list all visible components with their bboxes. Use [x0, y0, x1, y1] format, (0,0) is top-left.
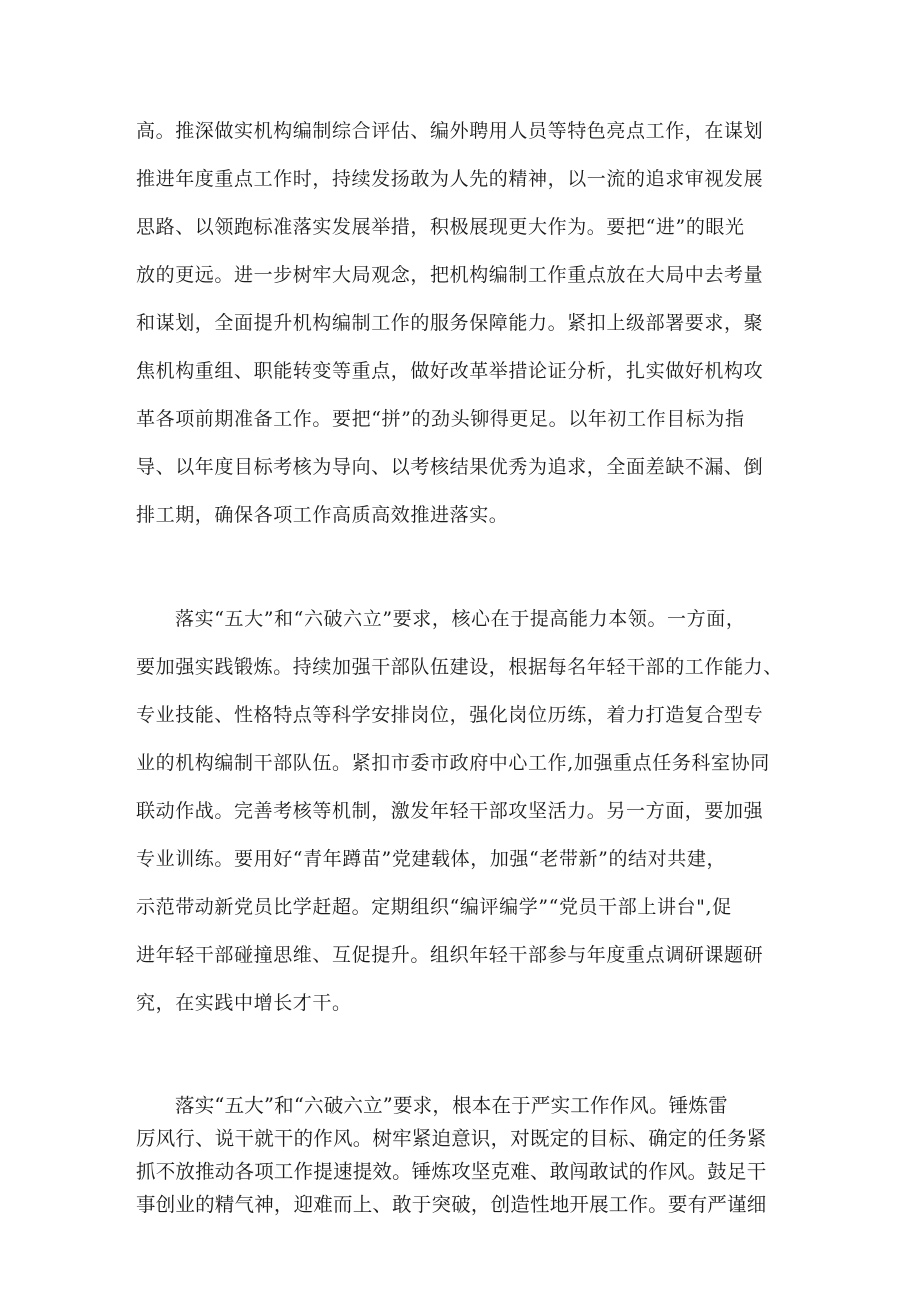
paragraph-line: 推进年度重点工作时，持续发扬敢为人先的精神，以一流的追求审视发展 — [136, 168, 764, 190]
paragraph-line: 落实“五大”和“六破六立”要求，核心在于提高能力本领。一方面， — [175, 608, 746, 630]
paragraph-line: 事创业的精气神，迎难而上、敢于突破，创造性地开展工作。要有严谨细 — [136, 1193, 767, 1216]
paragraph-line: 进年轻干部碰撞思维、互促提升。组织年轻干部参与年度重点调研课题研 — [136, 944, 764, 966]
paragraph-line: 联动作战。完善考核等机制，激发年轻干部攻坚活力。另一方面，要加强 — [136, 800, 764, 822]
paragraph-line: 要加强实践锻炼。持续加强干部队伍建设，根据每名年轻干部的工作能力、 — [136, 656, 783, 678]
paragraph-line: 业的机构编制干部队伍。紧扣市委市政府中心工作,加强重点任务科室协同 — [136, 752, 770, 774]
paragraph-line: 革各项前期准备工作。要把“拼”的劲头铆得更足。以年初工作目标为指 — [136, 408, 745, 430]
paragraph-line: 排工期，确保各项工作高质高效推进落实。 — [136, 504, 509, 526]
paragraph-line: 落实“五大”和“六破六立”要求，根本在于严实工作作风。锤炼雷 — [175, 1094, 728, 1117]
paragraph-line: 放的更远。进一步树牢大局观念，把机构编制工作重点放在大局中去考量 — [136, 264, 764, 286]
paragraph-line: 专业技能、性格特点等科学安排岗位，强化岗位历练，着力打造复合型专 — [136, 704, 764, 726]
paragraph-line: 示范带动新党员比学赶超。定期组织“编评编学”“党员干部上讲台",促 — [136, 896, 732, 918]
paragraph-line: 焦机构重组、职能转变等重点，做好改革举措论证分析，扎实做好机构攻 — [136, 360, 764, 382]
paragraph-line: 抓不放推动各项工作提速提效。锤炼攻坚克难、敢闯敢试的作风。鼓足干 — [136, 1160, 767, 1183]
paragraph-line: 厉风行、说干就干的作风。树牢紧迫意识，对既定的目标、确定的任务紧 — [136, 1127, 767, 1150]
paragraph-line: 思路、以领跑标准落实发展举措，积极展现更大作为。要把“进”的眼光 — [136, 216, 745, 238]
paragraph-line: 高。推深做实机构编制综合评估、编外聘用人员等特色亮点工作，在谋划 — [136, 120, 764, 142]
paragraph-line: 专业训练。要用好“青年蹲苗”党建载体，加强“老带新”的结对共建， — [136, 848, 727, 870]
paragraph-line: 导、以年度目标考核为导向、以考核结果优秀为追求，全面差缺不漏、倒 — [136, 456, 764, 478]
paragraph-line: 和谋划，全面提升机构编制工作的服务保障能力。紧扣上级部署要求，聚 — [136, 312, 764, 334]
paragraph-line: 究，在实践中增长才干。 — [136, 992, 352, 1014]
